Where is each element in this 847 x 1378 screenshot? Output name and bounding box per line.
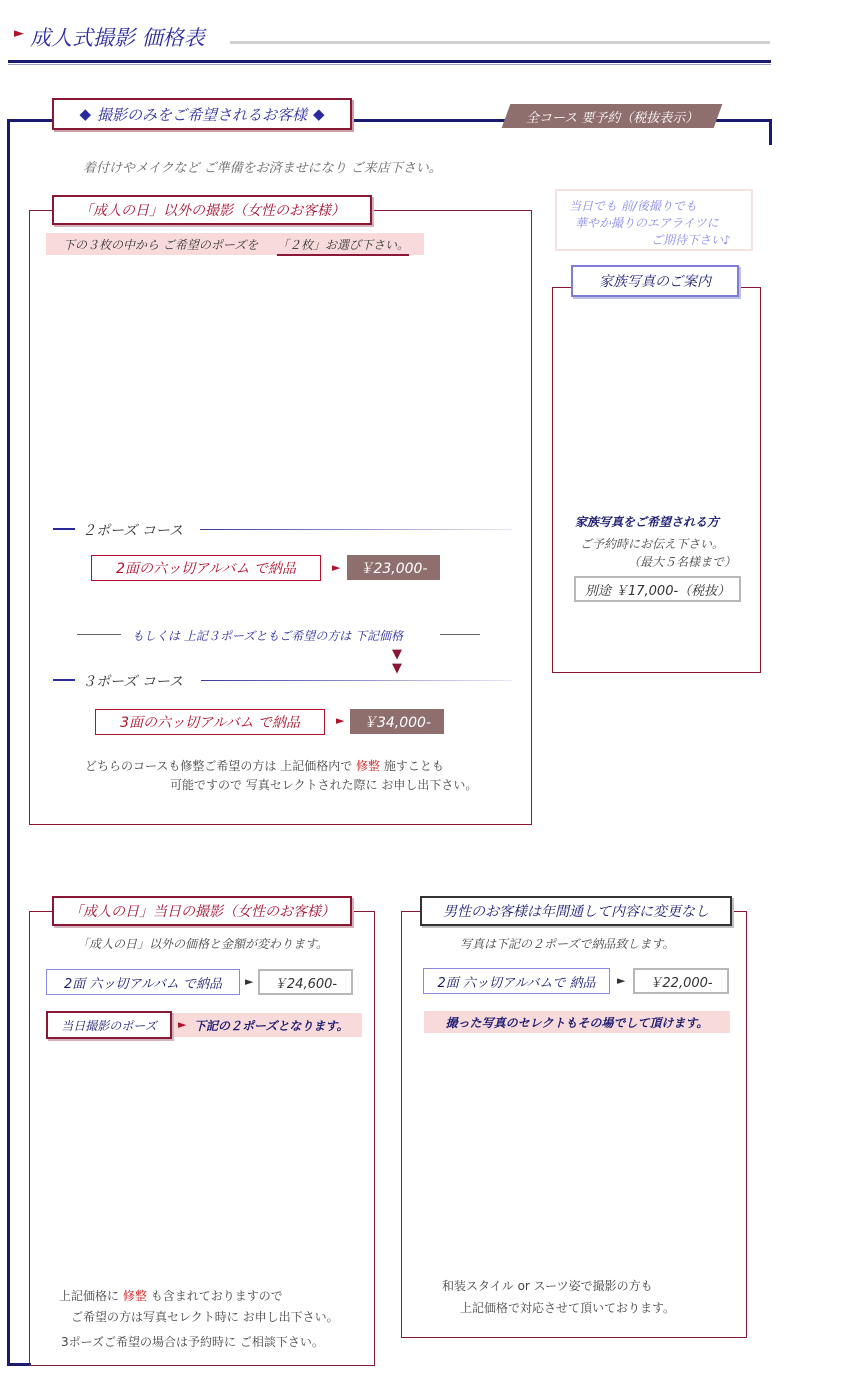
men-price: ￥22,000- xyxy=(633,968,729,994)
other-day-footer-line-1 xyxy=(85,757,444,774)
intro-text: 着付けやメイクなど ご準備をお済ませになり ご来店下さい。 xyxy=(83,161,442,176)
course3-dash xyxy=(53,679,75,681)
main-section-label xyxy=(52,98,352,130)
pose-text: 下記の２ポーズとなります。 xyxy=(194,1019,349,1033)
men-footer-line-2: 上記価格で対応させて頂いております。 xyxy=(460,1301,676,1315)
footer-text: も含まれておりますので xyxy=(150,1289,283,1303)
diamond-icon: ◆ xyxy=(79,105,91,123)
instruction-text: 下の３枚の中から ご希望のポーズを xyxy=(63,238,259,252)
course2-dash xyxy=(53,528,75,530)
seijin-day-price: ￥24,600- xyxy=(258,969,353,995)
header-divider-thin xyxy=(8,64,771,65)
course3-album: 3面の六ッ切アルバム で納品 xyxy=(95,709,325,735)
frame-bottom-border xyxy=(7,1363,31,1366)
family-heading: 家族写真をご希望される方 xyxy=(575,515,720,529)
or-text: もしくは 上記３ポーズともご希望の方は 下記価格 xyxy=(132,629,404,643)
men-label: 男性のお客様は年間通して内容に変更なし xyxy=(420,896,732,926)
note-line-2: 華やか撮りのエアライツに xyxy=(575,216,719,230)
footer-text: 施すことも xyxy=(383,759,444,773)
main-section-label-text: 撮影のみをご希望されるお客様 xyxy=(96,105,307,124)
course2-arrow-icon: ► xyxy=(332,561,341,574)
seijin-day-arrow-icon: ► xyxy=(245,975,254,988)
men-arrow-icon: ► xyxy=(617,974,626,987)
men-select-note: 撮った写真のセレクトもその場でして頂けます。 xyxy=(424,1011,730,1033)
family-label: 家族写真のご案内 xyxy=(571,265,739,297)
family-section xyxy=(552,287,761,673)
instruction-highlight: 「２枚」お選び下さい。 xyxy=(277,236,409,256)
seijin-day-album: 2面 六ッ切アルバム で納品 xyxy=(46,969,240,995)
down-arrow-icon: ▼ xyxy=(392,647,402,662)
diamond-icon: ◆ xyxy=(313,105,325,123)
other-day-footer-line-2: 可能ですので 写真セレクトされた際に お申し出下さい。 xyxy=(170,778,478,792)
footer-text: 上記価格に xyxy=(59,1289,120,1303)
men-album: 2面 六ッ切アルバムで 納品 xyxy=(423,968,610,994)
course3-arrow-icon: ► xyxy=(336,714,345,727)
note-box xyxy=(555,189,753,251)
header-divider xyxy=(8,60,771,63)
title-rule xyxy=(230,41,770,44)
title-arrow-icon: ► xyxy=(14,26,24,41)
footer-text: どちらのコースも修整ご希望の方は 上記価格内で xyxy=(85,759,353,773)
course2-price: ￥23,000- xyxy=(347,555,440,580)
men-subtitle: 写真は下記の２ポーズで納品致します。 xyxy=(460,937,675,951)
seijin-day-subtitle: 「成人の日」以外の価格と金額が変わります。 xyxy=(77,937,329,951)
note-line-1: 当日でも 前/後撮りでも xyxy=(569,199,697,213)
course3-title: ３ポーズ コース xyxy=(82,674,184,690)
pose-arrow-icon: ► xyxy=(178,1018,187,1031)
men-footer-line-1: 和装スタイル or スーツ姿で撮影の方も xyxy=(442,1279,653,1293)
seijin-footer-line-2: ご希望の方は写真セレクト時に お申し出下さい。 xyxy=(71,1310,339,1324)
retouch-highlight: 修整 xyxy=(122,1289,147,1303)
seijin-footer-line-1 xyxy=(59,1287,283,1304)
or-rule-right xyxy=(440,634,480,635)
down-arrow-icon: ▼ xyxy=(392,661,402,676)
seijin-day-label: 「成人の日」当日の撮影（女性のお客様） xyxy=(52,896,352,926)
reservation-tag-text: 全コース 要予約（税抜表示） xyxy=(525,110,699,126)
pose-label: 当日撮影のポーズ xyxy=(46,1011,172,1039)
frame-left-border xyxy=(7,119,10,1366)
course2-album: 2面の六ッ切アルバム で納品 xyxy=(91,555,321,581)
course3-rule xyxy=(201,680,512,681)
page-title: 成人式撮影 価格表 xyxy=(30,26,205,50)
or-rule-left xyxy=(77,634,121,635)
course3-price: ￥34,000- xyxy=(350,709,444,734)
note-line-3: ご期待下さい♪ xyxy=(651,233,731,247)
seijin-footer-line-3: 3ポーズご希望の場合は予約時に ご相談下さい。 xyxy=(61,1335,324,1349)
course2-title: ２ポーズ コース xyxy=(82,523,184,539)
course2-rule xyxy=(200,529,512,530)
reservation-tag xyxy=(502,104,723,128)
family-line-2: （最大５名様まで） xyxy=(628,555,737,569)
retouch-highlight: 修整 xyxy=(356,759,381,773)
family-line-1: ご予約時にお伝え下さい。 xyxy=(580,537,725,551)
other-day-label: 「成人の日」以外の撮影（女性のお客様） xyxy=(52,195,372,225)
family-price: 別途 ￥17,000-（税抜） xyxy=(574,576,741,602)
frame-right-border xyxy=(769,119,772,145)
